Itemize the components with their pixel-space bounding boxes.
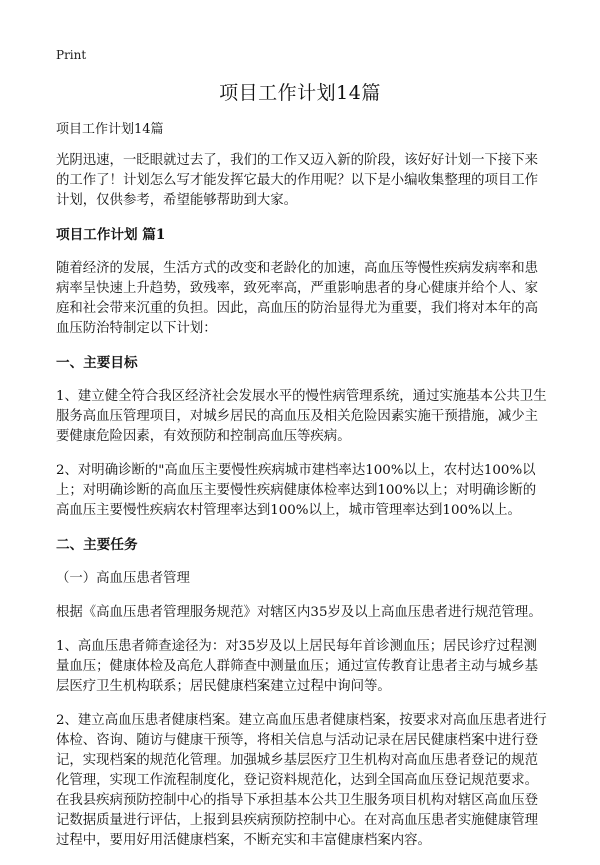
task-subheading: （一）高血压患者管理 <box>56 571 190 586</box>
task-paragraph-1: 根据《高血压患者管理服务规范》对辖区内35岁及以上高血压患者进行规范管理。 <box>56 605 542 620</box>
section1-heading: 项目工作计划 篇1 <box>56 227 166 243</box>
section1-paragraph: 随着经济的发展，生活方式的改变和老龄化的加速，高血压等慢性疾病发病率和患病率呈快速上升趋势，致残率，致死率高，严重影响患者的身心健康并给个人、家庭和社会带来沉重的负担。因此，高血压的防治显得尤为重要，我们将对本年的高血压防治特制定以下计划： <box>56 261 539 336</box>
tasks-heading: 二、主要任务 <box>56 537 138 553</box>
document-subtitle: 项目工作计划14篇 <box>56 122 164 137</box>
print-label[interactable]: Print <box>56 48 87 62</box>
task-paragraph-2: 1、高血压患者筛查途径为：对35岁及以上居民每年首诊测血压；居民诊疗过程测量血压；健康体检及高危人群筛查中测量血压；通过宣传教育让患者主动与城乡基层医疗卫生机构联系；居民健康档案建立过程中询问等。 <box>56 639 539 694</box>
goal-1-paragraph: 1、建立健全符合我区经济社会发展水平的慢性病管理系统，通过实施基本公共卫生服务高血压管理项目，对城乡居民的高血压及相关危险因素实施干预措施，减少主要健康危险因素，有效预防和控制高血压等疾病。 <box>56 389 547 444</box>
document-title: 项目工作计划14篇 <box>219 82 381 104</box>
intro-paragraph: 光阴迅速，一眨眼就过去了，我们的工作又迈入新的阶段，该好好计划一下接下来的工作了！计划怎么写才能发挥它最大的作用呢？以下是小编收集整理的项目工作计划，仅供参考，希望能够帮助到大家。 <box>56 153 539 208</box>
goals-heading: 一、主要目标 <box>56 355 138 371</box>
goal-2-paragraph: 2、对明确诊断的"高血压主要慢性疾病城市建档率达100%以上，农村达100%以上；对明确诊断的高血压主要慢性疾病健康体检率达到100%以上；对明确诊断的高血压主要慢性疾病农村管理率达到100%以上，城市管理率达到100%以上。 <box>56 463 537 518</box>
document-body <box>56 120 548 865</box>
task-paragraph-3: 2、建立高血压患者健康档案。建立高血压患者健康档案，按要求对高血压患者进行体检、咨询、随访与健康干预等，将相关信息与活动记录在居民健康档案中进行登记，实现档案的规范化管理。加强城乡基层医疗卫生机构对高血压患者登记的规范化管理，实现工作流程制度化，登记资料规范化，达到全国高血压登记规范要求。在我县疾病预防控制中心的指导下承担基本公共卫生服务项目机构对辖区高血压登记数据质量进行评估，上报到县疾病预防控制中心。在对高血压患者实施健康管理过程中，要用好用活健康档案，不断充实和丰富健康档案内容。 <box>56 713 547 848</box>
